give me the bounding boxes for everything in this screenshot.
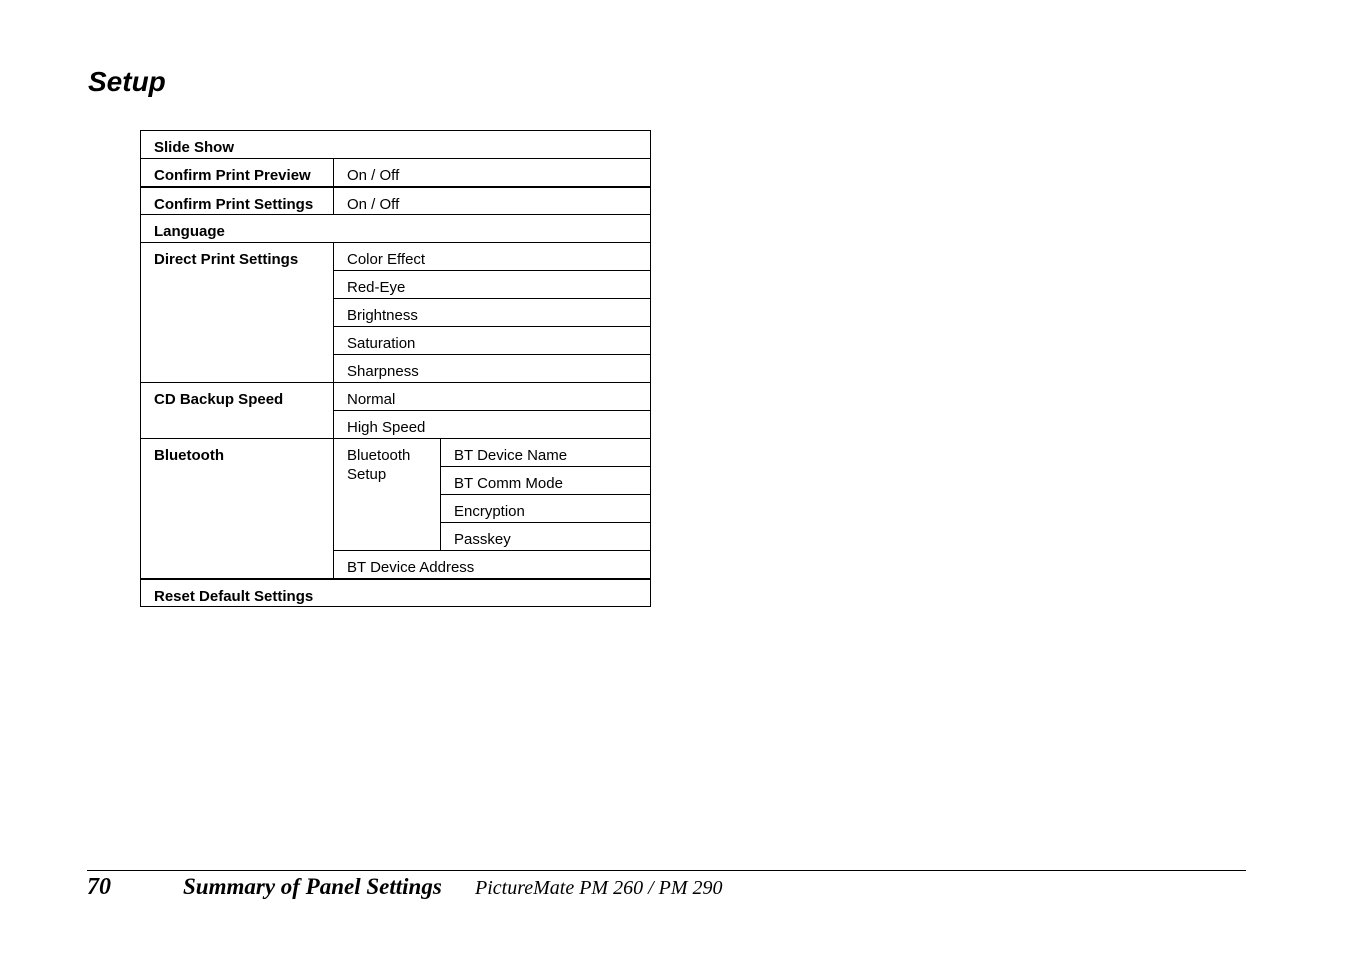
confirm-print-settings-value: On / Off — [334, 187, 651, 215]
cd-backup-speed-item: Normal — [334, 383, 651, 411]
cd-backup-speed-item: High Speed — [334, 411, 651, 439]
bluetooth-setup-item: BT Device Name — [441, 439, 651, 467]
slide-show-cell: Slide Show — [141, 131, 651, 159]
bluetooth-setup-item: Encryption — [441, 495, 651, 523]
reset-default-settings-cell: Reset Default Settings — [141, 579, 651, 607]
bluetooth-setup-item: BT Comm Mode — [441, 467, 651, 495]
bluetooth-setup-label: Bluetooth Setup — [334, 439, 441, 551]
footer-product-name: PictureMate PM 260 / PM 290 — [475, 877, 723, 899]
direct-print-item: Brightness — [334, 299, 651, 327]
table-row — [141, 579, 651, 607]
confirm-print-preview-value: On / Off — [334, 159, 651, 187]
confirm-print-preview-label: Confirm Print Preview — [141, 159, 334, 187]
direct-print-item: Saturation — [334, 327, 651, 355]
page-title: Setup — [88, 66, 166, 97]
cd-backup-speed-label: CD Backup Speed — [141, 383, 334, 439]
footer-section-title: Summary of Panel Settings — [183, 874, 442, 899]
page-footer — [0, 874, 1352, 908]
direct-print-item: Red-Eye — [334, 271, 651, 299]
table-row — [141, 215, 651, 243]
table-row — [141, 187, 651, 215]
table-row — [141, 131, 651, 159]
bluetooth-label: Bluetooth — [141, 439, 334, 579]
setup-settings-table — [140, 130, 651, 607]
footer-divider — [87, 870, 1246, 871]
language-cell: Language — [141, 215, 651, 243]
table-row — [141, 243, 651, 271]
confirm-print-settings-label: Confirm Print Settings — [141, 187, 334, 215]
page-number: 70 — [87, 874, 111, 900]
table-row — [141, 439, 651, 467]
direct-print-item: Sharpness — [334, 355, 651, 383]
direct-print-item: Color Effect — [334, 243, 651, 271]
bluetooth-setup-item: Passkey — [441, 523, 651, 551]
direct-print-settings-label: Direct Print Settings — [141, 243, 334, 383]
table-row — [141, 159, 651, 187]
bt-device-address: BT Device Address — [334, 551, 651, 579]
table-row — [141, 383, 651, 411]
